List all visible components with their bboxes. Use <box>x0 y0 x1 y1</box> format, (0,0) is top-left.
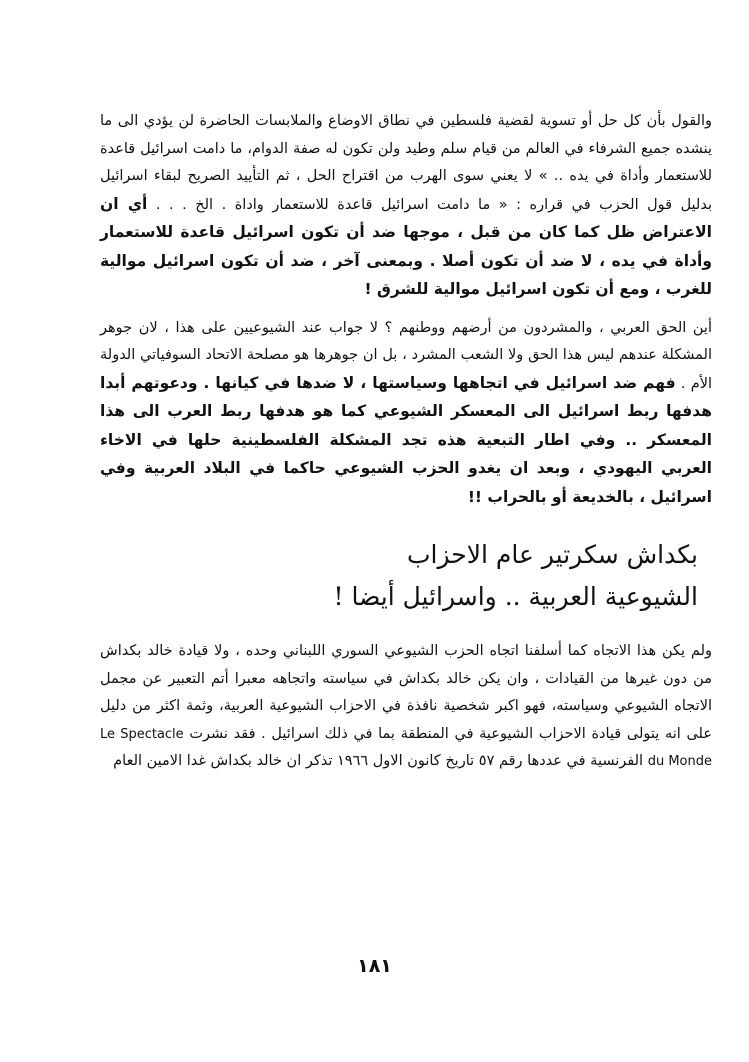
magazine-title: Le Spectacle du Monde <box>100 726 712 769</box>
section-heading-line-2: الشيوعية العربية .. واسرائيل أيضا ! <box>333 582 698 611</box>
paragraph-3-text-part-2: الفرنسية في عددها رقم ٥٧ تاريخ كانون الاول ١٩٦٦ تذكر ان خالد بكداش غدا الامين العام <box>113 753 644 769</box>
paragraph-3-text-part-1: ولم يكن هذا الاتجاه كما أسلفنا اتجاه الحزب الشيوعي السوري اللبناني وحده ، ولا قيادة خالد بكداش من دون غيرها من القيادات ، وان يكن خالد بكداش في سياسته واتجاهه معبرا أتم التعبير عن مجمل الاتجاه الشيوعي وسياسته، فهو اكبر شخصية نافذة في الاحزاب الشيوعية العربية، وثمة اكثر من دليل على انه يتولى قيادة الاحزاب الشيوعية في المنطقة بما في ذلك اسرائيل . فقد نشرت <box>100 643 713 742</box>
page-body <box>100 108 712 776</box>
paragraph-1-bold-text: أي ان الاعتراض ظل كما كان من قبل ، موجها ضد أن تكون اسرائيل قاعدة للاستعمار وأداة في يده ، لا ضد أن تكون أصلا . وبمعنى آخر ، ضد أن تكون اسرائيل موالية للغرب ، ومع أن تكون اسرائيل موالية للشرق ! <box>100 194 712 298</box>
paragraph-2 <box>100 315 712 513</box>
paragraph-1 <box>100 108 712 305</box>
paragraph-2-bold-text: فهم ضد اسرائيل في اتجاهها وسياستها ، لا ضدها في كيانها . ودعوتهم أبدا هدفها ربط اسرائيل الى المعسكر الشيوعي كما هو هدفها ربط العرب الى هذا المعسكر .. وفي اطار التبعية هذه تجد المشكلة الفلسطينية حلها في الاخاء العربي اليهودي ، وبعد ان يغدو الحزب الشيوعي حاكما في البلاد العربية وفي اسرائيل ، بالخديعة أو بالحراب !! <box>100 373 712 506</box>
paragraph-1-text: والقول بأن كل حل أو تسوية لقضية فلسطين في نطاق الاوضاع والملابسات الحاضرة لن يؤدي الى ما ينشده جميع الشرفاء في العالم من قيام سلم وطيد ولن تكون له صفة الدوام، ما دامت اسرائيل قاعدة للاستعمار وأداة في يده .. » لا يعني سوى الهرب من اقتراح الحل ، ثم التأييد الصريح لبقاء اسرائيل بدليل قول الحزب في قراره : « ما دامت اسرائيل قاعدة للاستعمار واداة . الخ . . . <box>100 113 712 213</box>
paragraph-2-text: أين الحق العربي ، والمشردون من أرضهم ووطنهم ؟ لا جواب عند الشيوعيين على هذا ، لان جوهر المشكلة عندهم ليس هذا الحق ولا الشعب المشرد ، بل ان جوهرها هو مصلحة الاتحاد السوفياتي الدولة الأم . <box>100 319 713 392</box>
section-heading <box>100 534 712 618</box>
paragraph-3 <box>100 638 712 776</box>
page-number: ١٨١ <box>357 955 392 977</box>
section-heading-line-1: بكداش سكرتير عام الاحزاب <box>407 540 698 569</box>
